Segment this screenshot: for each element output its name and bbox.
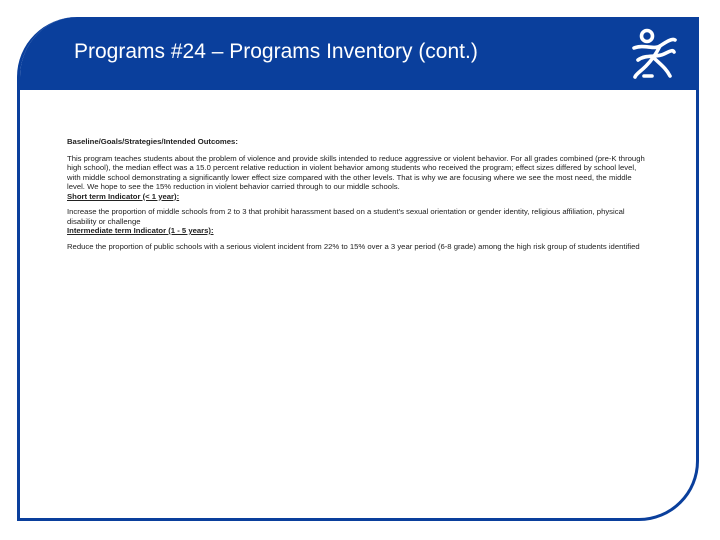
dancing-figure-logo-icon xyxy=(630,28,678,80)
intermediate-term-paragraph: Reduce the proportion of public schools with a serious violent incident from 22% to 15% over a 3 year period (6-8 grade) among the high risk group of students identified xyxy=(67,241,640,251)
slide-frame xyxy=(17,17,699,521)
baseline-paragraph: This program teaches students about the problem of violence and provide skills intended to reduce aggressive or violent behavior. For all grades combined (pre-K through high school), the median effect was a 15.0 percent relative reduction in violent behavior among students who received the program; effect sizes differed by school level, with middle school demonstrating a significantly lower effect size compared with the other levels. That is why we are focusing where we see the most need, the middle level. We hope to see the 15% reduction in violent behavior carried through to our middle schools. xyxy=(67,153,645,191)
content-block xyxy=(67,137,647,251)
short-term-paragraph: Increase the proportion of middle schools from 2 to 3 that prohibit harassment based on a student's sexual orientation or gender identity, religious affiliation, physical disability or challenge xyxy=(67,207,625,226)
header-bar xyxy=(20,17,696,90)
section-heading: Baseline/Goals/Strategies/Intended Outcomes: xyxy=(67,137,238,146)
intermediate-term-label: Intermediate term Indicator (1 - 5 years): xyxy=(67,226,214,235)
short-term-label: Short term Indicator (< 1 year): xyxy=(67,191,180,201)
page-title: Programs #24 – Programs Inventory (cont.) xyxy=(74,40,478,63)
